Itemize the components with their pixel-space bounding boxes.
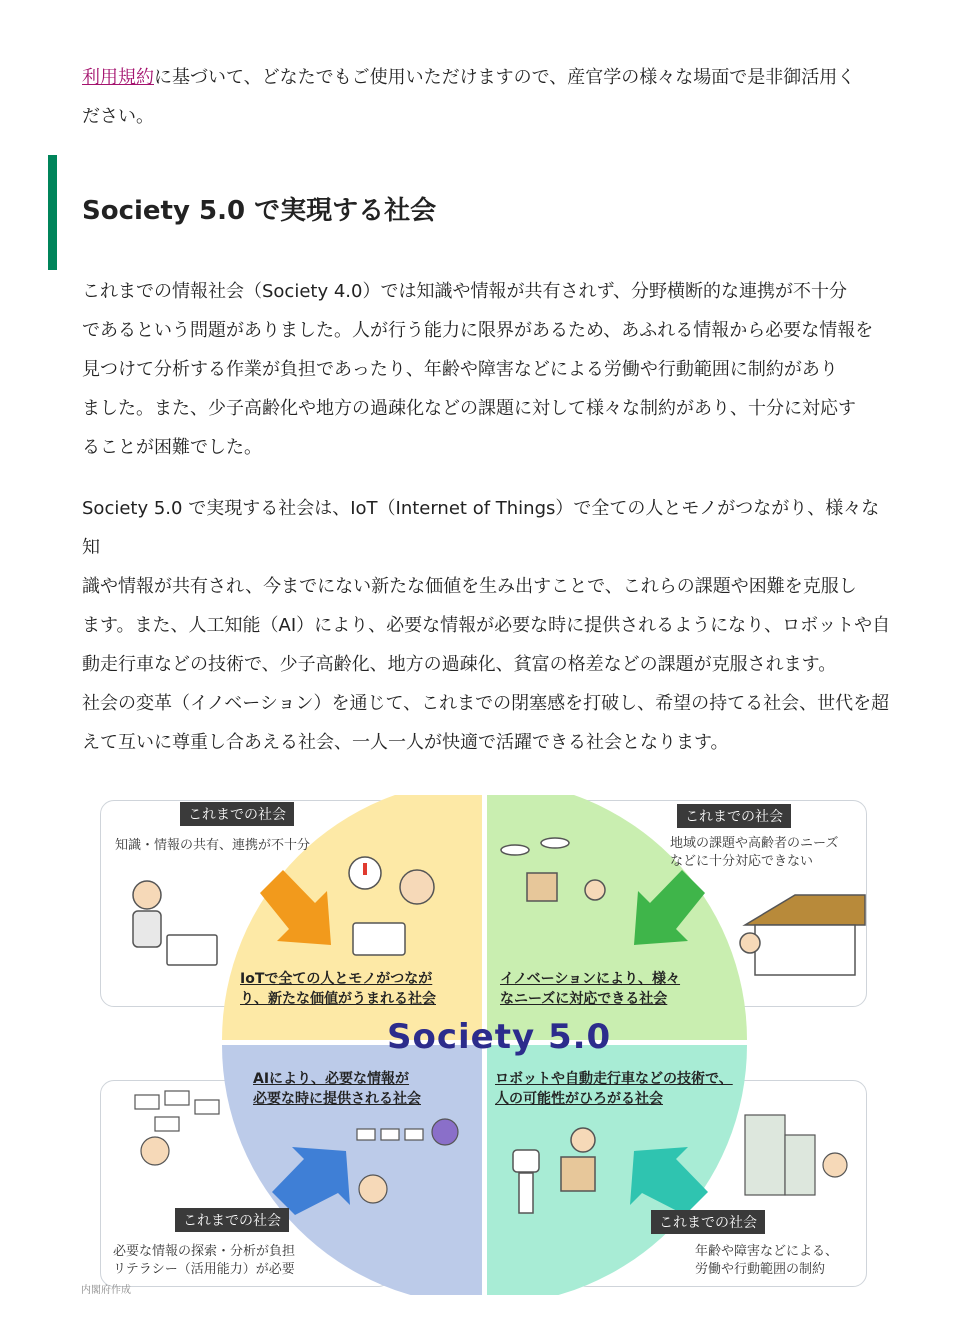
new-top-right-text: イノベーションにより、様々 なニーズに対応できる社会 — [500, 971, 681, 1007]
laptop-icon — [167, 935, 217, 965]
information-overload-icon — [135, 1091, 219, 1165]
old-society-tag: これまでの社会 — [651, 1210, 765, 1234]
intro-line1-rest: に基づいて、どなたでもご使用いただけますので、産官学の様々な場面で是非御活用く — [154, 67, 856, 88]
intro-line2: ださい。 — [82, 106, 154, 127]
stacked-boxes-icon — [745, 1115, 847, 1195]
p1-line: 見つけて分析する作業が負担であったり、年齢や障害などによる労働や行動範囲に制約があり — [82, 359, 838, 380]
old-society-tag: これまでの社会 — [175, 1208, 289, 1232]
section-title: Society 5.0 で実現する社会 — [82, 196, 437, 226]
worried-person-icon — [133, 881, 161, 947]
heading-accent-bar — [48, 155, 57, 270]
old-bottom-left-text: 必要な情報の探索・分析が負担 リテラシー（活用能力）が必要 — [113, 1244, 296, 1277]
p2-line: 動走行車などの技術で、少子高齢化、地方の過疎化、貧富の格差などの課題が克服されます。 — [82, 654, 837, 675]
p2-line: えて互いに尊重し合あえる社会、一人一人が快適で活躍できる社会となります。 — [82, 732, 729, 753]
p1-line: これまでの情報社会（Society 4.0）では知識や情報が共有されず、分野横断的な連携が不十分 — [82, 281, 848, 302]
p2-line: 社会の変革（イノベーション）を通じて、これまでの閉塞感を打破し、希望の持てる社会、世代を超 — [82, 693, 890, 714]
p2-line: 識や情報が共有され、今までにない新たな価値を生み出すことで、これらの課題や困難を克服し — [82, 576, 857, 597]
figure-credit: 内閣府作成 — [81, 1285, 131, 1296]
p2-line: ます。また、人工知能（AI）により、必要な情報が必要な時に提供されるようになり、ロボットや自 — [82, 615, 891, 636]
paragraph-1 — [82, 272, 897, 467]
p1-line: ることが困難でした。 — [82, 437, 262, 458]
p2-line: Society 5.0 で実現する社会は、IoT（Internet of Things）で全ての人とモノがつながり、様々な知 — [82, 498, 880, 558]
p1-line: ました。また、少子高齢化や地方の過疎化などの課題に対して様々な制約があり、十分に対応す — [82, 398, 856, 419]
paragraph-2 — [82, 489, 897, 762]
new-top-left-text: IoTで全ての人とモノがつなが り、新たな価値がうまれる社会 — [240, 971, 436, 1007]
society5-infographic — [81, 795, 870, 1296]
old-top-right-text: 地域の課題や高齢者のニーズ などに十分対応できない — [670, 836, 839, 869]
new-bottom-right-text: ロボットや自動走行車などの技術で、 人の可能性がひろがる社会 — [495, 1071, 733, 1107]
new-bottom-left-text: AIにより、必要な情報が 必要な時に提供される社会 — [253, 1071, 421, 1107]
old-top-left-text: 知識・情報の共有、連携が不十分 — [115, 838, 311, 853]
terms-link[interactable]: 利用規約 — [82, 67, 154, 88]
old-society-tag: これまでの社会 — [180, 802, 294, 826]
rural-house-icon — [740, 895, 865, 975]
old-society-tag: これまでの社会 — [677, 804, 791, 828]
old-bottom-right-text: 年齢や障害などによる、 労働や行動範囲の制約 — [695, 1244, 839, 1277]
p1-line: であるという問題がありました。人が行う能力に限界があるため、あふれる情報から必要な情報を — [82, 320, 874, 341]
society5-center-title: Society 5.0 — [387, 1017, 612, 1057]
intro-paragraph — [82, 58, 897, 136]
